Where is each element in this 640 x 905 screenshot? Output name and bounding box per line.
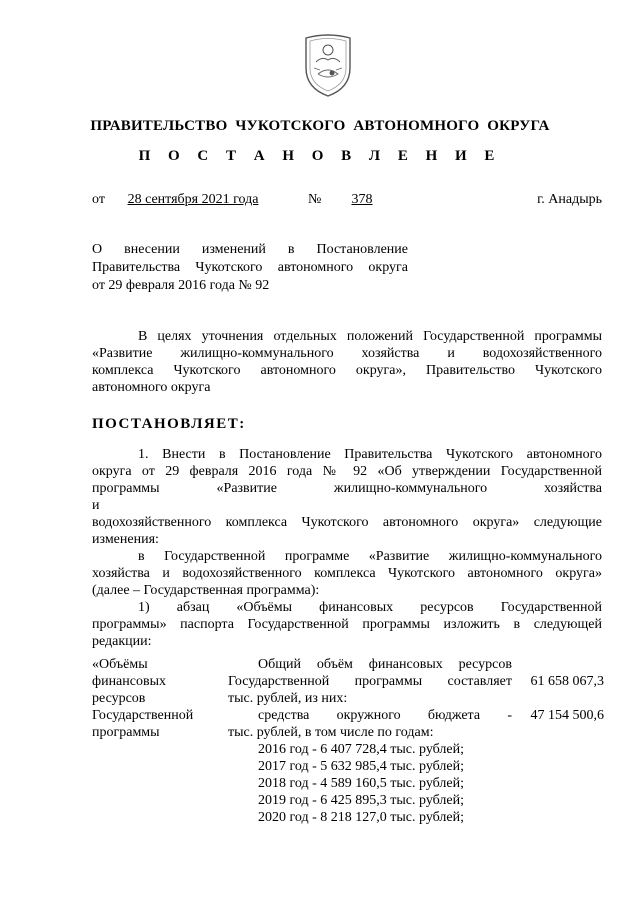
- table-label-line-1: «Объёмы: [92, 657, 148, 672]
- government-title: ПРАВИТЕЛЬСТВО ЧУКОТСКОГО АВТОНОМНОГО ОКРУГА: [90, 118, 550, 134]
- year-row-2020: 2020 год - 8 218 127,0 тыс. рублей;: [258, 810, 465, 825]
- body-p2-line-1: в Государственной программе «Развитие жилищно-коммунального: [138, 549, 602, 564]
- body-p1-line-5: изменения:: [92, 532, 159, 547]
- district-line-2: тыс. рублей, в том числе по годам:: [228, 725, 434, 740]
- decree-date-text: 28 сентября 2021 года: [127, 192, 259, 207]
- year-row-2018: 2018 год - 4 589 160,5 тыс. рублей;: [258, 776, 465, 791]
- body-p3-line-1: 1) абзац «Объёмы финансовых ресурсов Государственной: [138, 600, 602, 615]
- from-label: от: [92, 192, 105, 207]
- body-p1-line-3: [92, 480, 602, 514]
- subject-line-1: О внесении изменений в Постановление: [92, 242, 408, 257]
- decree-number-text: 378: [351, 192, 373, 207]
- year-row-2019: 2019 год - 6 425 895,3 тыс. рублей;: [258, 793, 465, 808]
- body-p3-line-3: редакции:: [92, 634, 152, 649]
- body-p1-line-3-text: программы «Развитие жилищно-коммунального хозяйства и: [92, 481, 602, 513]
- table-label-line-5: программы: [92, 725, 160, 740]
- total-line-1: Общий объём финансовых ресурсов: [258, 657, 512, 672]
- table-label-column: [92, 656, 222, 741]
- body-p2-line-2: хозяйства и водохозяйственного комплекса Чукотского автономного округа»: [92, 566, 602, 581]
- year-list: [228, 741, 512, 826]
- year-row-2016: 2016 год - 6 407 728,4 тыс. рублей;: [258, 742, 465, 757]
- district-line-1: средства окружного бюджета -: [258, 708, 512, 723]
- decree-body: [92, 446, 602, 650]
- body-p3-line-2: программы» паспорта Государственной программы изложить в следующей: [92, 617, 602, 632]
- document-type-title: П О С Т А Н О В Л Е Н И Е: [138, 148, 502, 164]
- district-value: 47 154 500,6: [530, 708, 604, 723]
- preamble-line-2: «Развитие жилищно-коммунального хозяйства и водохозяйственного: [92, 346, 602, 361]
- table-label-line-4: Государственной: [92, 708, 194, 723]
- preamble-line-1: В целях уточнения отдельных положений Государственной программы: [138, 329, 602, 344]
- year-row-2017: 2017 год - 5 632 985,4 тыс. рублей;: [258, 759, 465, 774]
- preamble-line-4: автономного округа: [92, 380, 211, 395]
- body-p2-line-3: (далее – Государственная программа):: [92, 583, 320, 598]
- body-p1-line-4: водохозяйственного комплекса Чукотского автономного округа» следующие: [92, 515, 602, 530]
- total-line-3: тыс. рублей, из них:: [228, 691, 348, 706]
- coat-of-arms-emblem: [300, 28, 356, 100]
- preamble-line-3: комплекса Чукотского автономного округа», Правительство Чукотского: [92, 363, 602, 378]
- table-label-line-3: ресурсов: [92, 691, 146, 706]
- subject-line-3: от 29 февраля 2016 года № 92: [92, 278, 270, 293]
- resolves-heading: ПОСТАНОВЛЯЕТ:: [92, 416, 246, 432]
- subject-line-2: Правительства Чукотского автономного округа: [92, 260, 408, 275]
- table-label-line-2: финансовых: [92, 674, 166, 689]
- number-label: №: [308, 192, 322, 207]
- table-content-column: [228, 656, 512, 826]
- total-line-2: Государственной программы составляет: [228, 674, 512, 689]
- body-p1-line-1: 1. Внести в Постановление Правительства Чукотского автономного: [138, 447, 602, 462]
- total-value: 61 658 067,3: [530, 674, 604, 689]
- city: г. Анадырь: [537, 192, 602, 207]
- body-p1-line-2: округа от 29 февраля 2016 года № 92 «Об утверждении Государственной: [92, 464, 602, 479]
- decree-date: [112, 192, 274, 208]
- decree-subject: [92, 241, 408, 295]
- preamble: [92, 328, 602, 396]
- decree-number: [328, 192, 396, 208]
